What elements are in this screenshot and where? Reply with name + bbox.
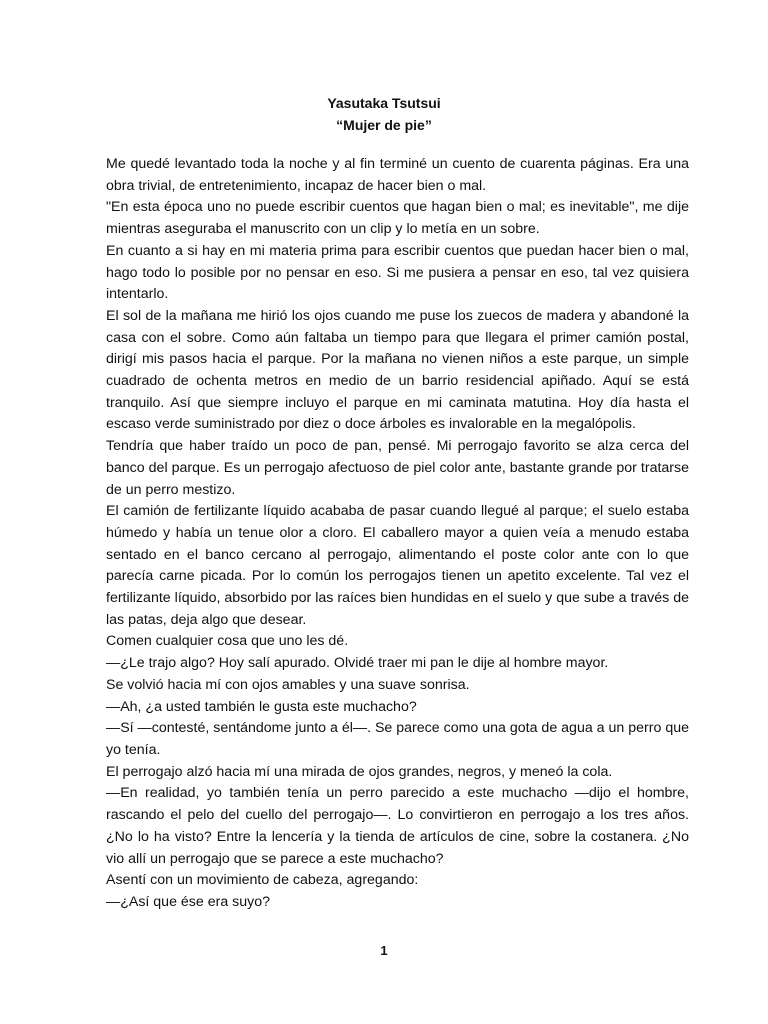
document-header — [0, 92, 768, 136]
paragraph: —¿Así que ése era suyo? — [106, 893, 271, 910]
paragraph: El camión de fertilizante líquido acababa de pasar cuando llegué al parque; el suelo estaba húmedo y había un tenue olor a cloro. El caballero mayor a quien veía a menudo estaba sentado en el banco cercano al perrogajo, alimentando el poste color ante con lo que parecía carne picada. Por lo común los perrogajos tienen un apetito excelente. Tal vez el fertilizante líquido, absorbido por las raíces bien hundidas en el suelo y que sube a través de las patas, deja algo que desear. — [106, 503, 689, 628]
paragraph: —¿Le trajo algo? Hoy salí apurado. Olvidé traer mi pan le dije al hombre mayor. — [106, 655, 609, 672]
paragraph: Tendría que haber traído un poco de pan, pensé. Mi perrogajo favorito se alza cerca del banco del parque. Es un perrogajo afectuoso de piel color ante, bastante grande por tratarse de un perro mestizo. — [106, 438, 689, 498]
paragraph: Me quedé levantado toda la noche y al fin terminé un cuento de cuarenta páginas. Era una obra trivial, de entretenimiento, incapaz de hacer bien o mal. — [106, 156, 689, 194]
paragraph: El perrogajo alzó hacia mí una mirada de ojos grandes, negros, y meneó la cola. — [106, 763, 613, 780]
paragraph: —Ah, ¿a usted también le gusta este muchacho? — [106, 698, 417, 715]
paragraph: "En esta época uno no puede escribir cuentos que hagan bien o mal; es inevitable", me dije mientras aseguraba el manuscrito con un clip y lo metía en un sobre. — [106, 199, 689, 238]
paragraph: —En realidad, yo también tenía un perro parecido a este muchacho —dijo el hombre, rascando el pelo del cuello del perrogajo—. Lo convirtieron en perrogajo a los tres años. ¿No lo ha visto? Entre la lencería y la tienda de artículos de cine, sobre la costanera. ¿No vio allí un perrogajo que se parece a este muchacho? — [106, 785, 689, 867]
paragraph: —Sí —contesté, sentándome junto a él—. Se parece como una gota de agua a un perro que yo tenía. — [106, 720, 689, 758]
paragraph: Se volvió hacia mí con ojos amables y una suave sonrisa. — [106, 676, 470, 693]
paragraph: Comen cualquier cosa que uno les dé. — [106, 633, 349, 650]
page-number: 1 — [380, 943, 388, 958]
paragraph: Asentí con un movimiento de cabeza, agregando: — [106, 872, 419, 889]
paragraph: En cuanto a si hay en mi materia prima para escribir cuentos que puedan hacer bien o mal, hago todo lo posible por no pensar en eso. Si me pusiera a pensar en eso, tal vez quisiera intentarlo. — [106, 242, 689, 303]
story-title: “Mujer de pie” — [336, 117, 432, 133]
paragraph: El sol de la mañana me hirió los ojos cuando me puse los zuecos de madera y abandoné la casa con el sobre. Como aún faltaba un tiempo para que llegara el primer camión postal, dirigí mis pasos hacia el parque. Por la mañana no vienen niños a este parque, un simple cuadrado de ochenta metros en medio de un barrio residencial apiñado. Aquí se está tranquilo. Así que siempre incluyo el parque en mi caminata matutina. Hoy día hasta el escaso verde suministrado por diez o doce árboles es invalorable en la megalópolis. — [106, 307, 689, 433]
author-name: Yasutaka Tsutsui — [327, 95, 441, 111]
story-body — [106, 154, 689, 914]
